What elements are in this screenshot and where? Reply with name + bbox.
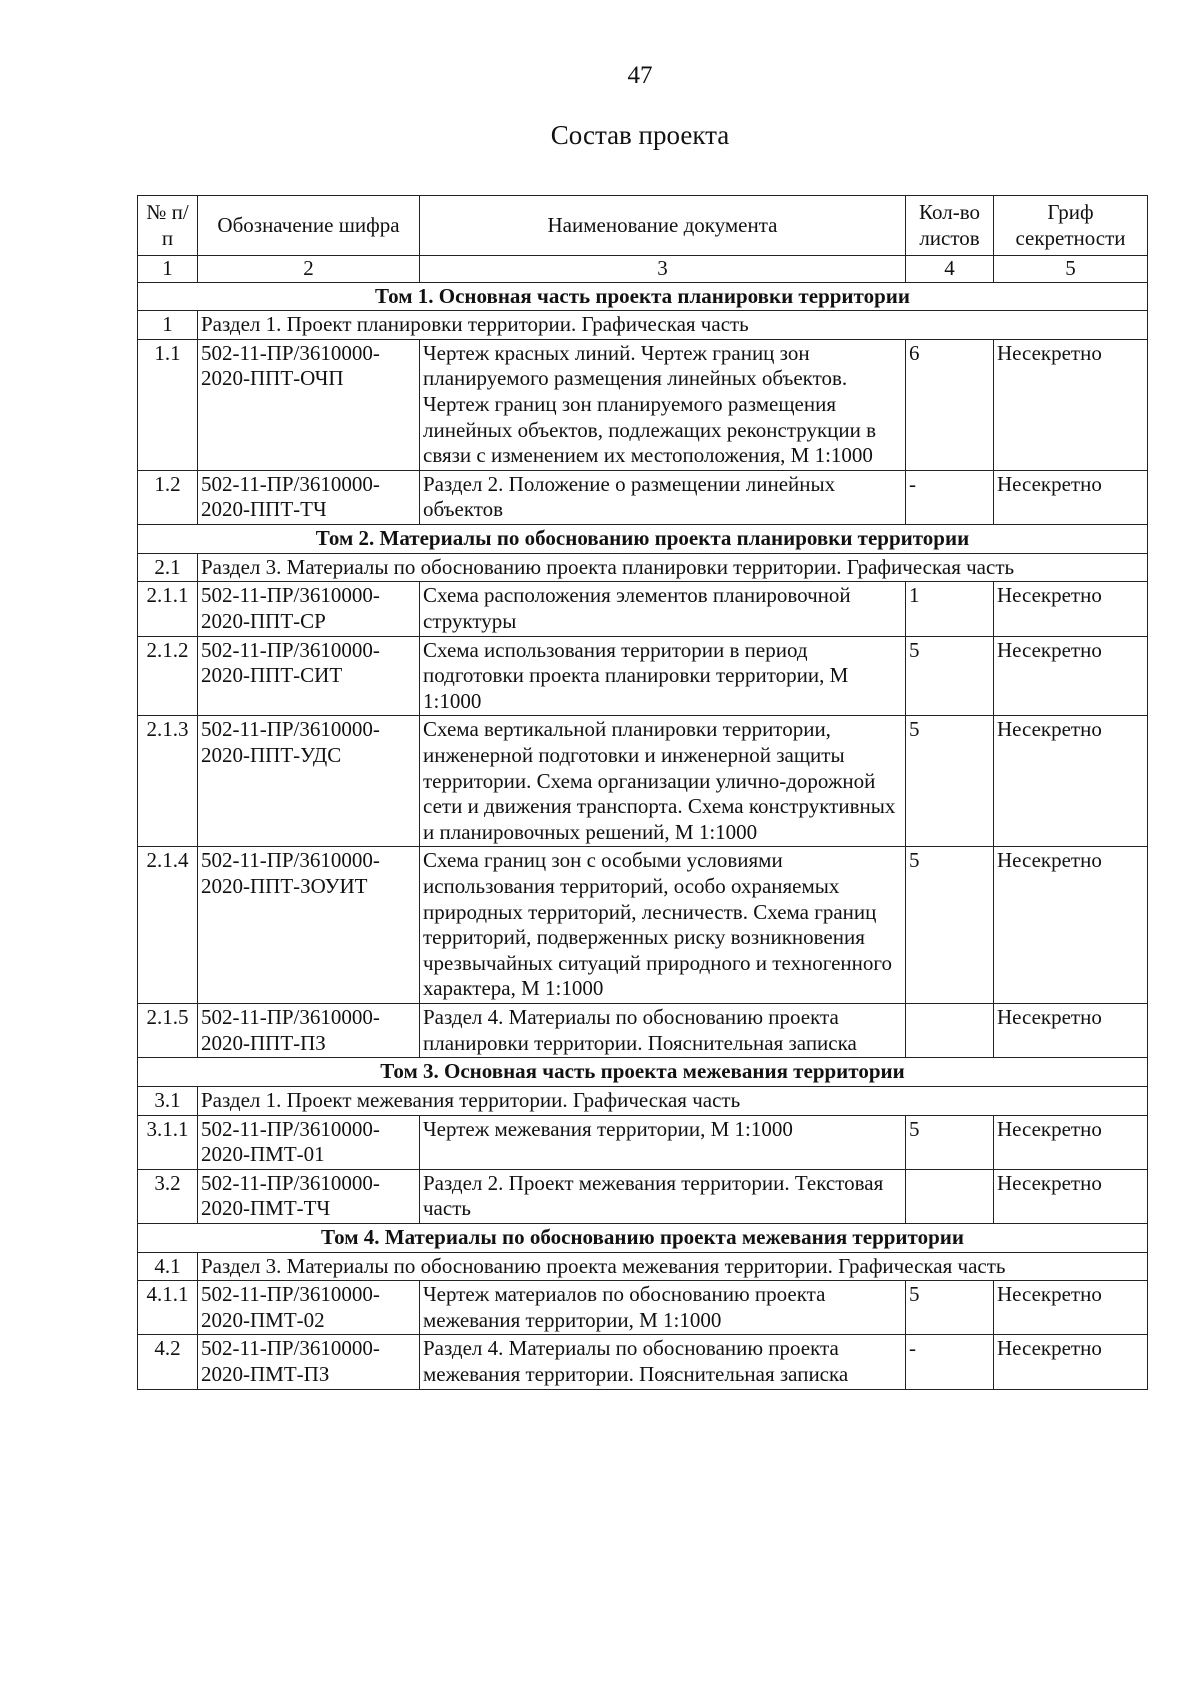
item-sheets: 1 <box>906 582 994 636</box>
volume-row <box>138 1058 1148 1087</box>
table-row <box>138 636 1148 716</box>
item-name: Чертеж межевания территории, М 1:1000 <box>420 1115 906 1169</box>
section-number: 4.1 <box>138 1252 198 1281</box>
item-number: 3.2 <box>138 1169 198 1223</box>
section-row <box>138 553 1148 582</box>
item-secrecy: Несекретно <box>994 716 1148 847</box>
item-number: 4.1.1 <box>138 1281 198 1335</box>
item-number: 2.1.2 <box>138 636 198 716</box>
composition-table-body <box>138 196 1148 1390</box>
section-row <box>138 1086 1148 1115</box>
table-row <box>138 470 1148 524</box>
section-number: 2.1 <box>138 553 198 582</box>
table-row <box>138 847 1148 1004</box>
table-row <box>138 1115 1148 1169</box>
item-number: 2.1.3 <box>138 716 198 847</box>
section-title: Раздел 1. Проект межевания территории. Графическая часть <box>198 1086 1148 1115</box>
item-code: 502-11-ПР/3610000-2020-ППТ-ОЧП <box>198 339 420 470</box>
header-sheets: Кол-во листов <box>906 196 994 256</box>
item-sheets: 5 <box>906 716 994 847</box>
item-code: 502-11-ПР/3610000-2020-ПМТ-02 <box>198 1281 420 1335</box>
item-secrecy: Несекретно <box>994 339 1148 470</box>
column-number: 3 <box>420 256 906 283</box>
item-sheets <box>906 1004 994 1058</box>
item-name: Раздел 2. Проект межевания территории. Текстовая часть <box>420 1169 906 1223</box>
section-row <box>138 311 1148 340</box>
item-code: 502-11-ПР/3610000-2020-ППТ-СИТ <box>198 636 420 716</box>
item-sheets: 5 <box>906 847 994 1004</box>
header-code: Обозначение шифра <box>198 196 420 256</box>
item-secrecy: Несекретно <box>994 1115 1148 1169</box>
section-row <box>138 1252 1148 1281</box>
table-row <box>138 1281 1148 1335</box>
item-number: 1.2 <box>138 470 198 524</box>
item-name: Схема границ зон с особыми условиями использования территорий, особо охраняемых природных территорий, лесничеств. Схема границ территорий, подверженных риску возникновения чрезвычайных ситуаций природного и техногенного характера, М 1:1000 <box>420 847 906 1004</box>
section-title: Раздел 1. Проект планировки территории. Графическая часть <box>198 311 1148 340</box>
item-secrecy: Несекретно <box>994 1004 1148 1058</box>
item-code: 502-11-ПР/3610000-2020-ПМТ-01 <box>198 1115 420 1169</box>
item-sheets: 5 <box>906 636 994 716</box>
item-secrecy: Несекретно <box>994 847 1148 1004</box>
page-title: Состав проекта <box>550 120 730 150</box>
column-number: 1 <box>138 256 198 283</box>
item-code: 502-11-ПР/3610000-2020-ППТ-УДС <box>198 716 420 847</box>
item-code: 502-11-ПР/3610000-2020-ПМТ-ПЗ <box>198 1335 420 1389</box>
item-number: 3.1.1 <box>138 1115 198 1169</box>
table-row <box>138 1004 1148 1058</box>
item-sheets: - <box>906 1335 994 1389</box>
item-number: 2.1.5 <box>138 1004 198 1058</box>
volume-row <box>138 1223 1148 1252</box>
item-secrecy: Несекретно <box>994 582 1148 636</box>
item-secrecy: Несекретно <box>994 1335 1148 1389</box>
volume-title: Том 2. Материалы по обоснованию проекта планировки территории <box>138 525 1148 554</box>
section-title: Раздел 3. Материалы по обоснованию проекта межевания территории. Графическая часть <box>198 1252 1148 1281</box>
volume-row <box>138 525 1148 554</box>
item-sheets: - <box>906 470 994 524</box>
item-code: 502-11-ПР/3610000-2020-ППТ-СР <box>198 582 420 636</box>
header-num: № п/п <box>138 196 198 256</box>
header-secrecy: Гриф секретности <box>994 196 1148 256</box>
item-name: Раздел 4. Материалы по обоснованию проекта межевания территории. Пояснительная записка <box>420 1335 906 1389</box>
section-number: 1 <box>138 311 198 340</box>
item-code: 502-11-ПР/3610000-2020-ППТ-ПЗ <box>198 1004 420 1058</box>
section-title: Раздел 3. Материалы по обоснованию проекта планировки территории. Графическая часть <box>198 553 1148 582</box>
item-secrecy: Несекретно <box>994 1169 1148 1223</box>
item-number: 4.2 <box>138 1335 198 1389</box>
volume-title: Том 4. Материалы по обоснованию проекта межевания территории <box>138 1223 1148 1252</box>
item-number: 2.1.4 <box>138 847 198 1004</box>
item-sheets: 5 <box>906 1281 994 1335</box>
item-name: Раздел 4. Материалы по обоснованию проекта планировки территории. Пояснительная записка <box>420 1004 906 1058</box>
item-code: 502-11-ПР/3610000-2020-ПМТ-ТЧ <box>198 1169 420 1223</box>
item-secrecy: Несекретно <box>994 470 1148 524</box>
item-secrecy: Несекретно <box>994 636 1148 716</box>
column-number: 2 <box>198 256 420 283</box>
volume-row <box>138 282 1148 311</box>
item-name: Схема использования территории в период подготовки проекта планировки территории, М 1:1000 <box>420 636 906 716</box>
volume-title: Том 1. Основная часть проекта планировки территории <box>138 282 1148 311</box>
item-code: 502-11-ПР/3610000-2020-ППТ-ЗОУИТ <box>198 847 420 1004</box>
item-number: 1.1 <box>138 339 198 470</box>
header-row <box>138 196 1148 256</box>
item-name: Схема расположения элементов планировочной структуры <box>420 582 906 636</box>
table-row <box>138 1335 1148 1389</box>
section-number: 3.1 <box>138 1086 198 1115</box>
table-row <box>138 582 1148 636</box>
item-sheets <box>906 1169 994 1223</box>
column-number-row <box>138 256 1148 283</box>
item-secrecy: Несекретно <box>994 1281 1148 1335</box>
item-sheets: 5 <box>906 1115 994 1169</box>
column-number: 4 <box>906 256 994 283</box>
table-row <box>138 716 1148 847</box>
table-row <box>138 339 1148 470</box>
item-number: 2.1.1 <box>138 582 198 636</box>
volume-title: Том 3. Основная часть проекта межевания территории <box>138 1058 1148 1087</box>
item-name: Чертеж материалов по обоснованию проекта межевания территории, М 1:1000 <box>420 1281 906 1335</box>
column-number: 5 <box>994 256 1148 283</box>
composition-table <box>137 195 1148 1390</box>
item-name: Схема вертикальной планировки территории, инженерной подготовки и инженерной защиты территории. Схема организации улично-дорожной сети и движения транспорта. Схема конструктивных и планировочных решений, М 1:1000 <box>420 716 906 847</box>
item-name: Раздел 2. Положение о размещении линейных объектов <box>420 470 906 524</box>
table-row <box>138 1169 1148 1223</box>
page-number: 47 <box>627 62 653 89</box>
item-sheets: 6 <box>906 339 994 470</box>
item-code: 502-11-ПР/3610000-2020-ППТ-ТЧ <box>198 470 420 524</box>
item-name: Чертеж красных линий. Чертеж границ зон планируемого размещения линейных объектов. Чертеж границ зон планируемого размещения линейных объектов, подлежащих реконструкции в связи с изменением их местоположения, М 1:1000 <box>420 339 906 470</box>
header-name: Наименование документа <box>420 196 906 256</box>
